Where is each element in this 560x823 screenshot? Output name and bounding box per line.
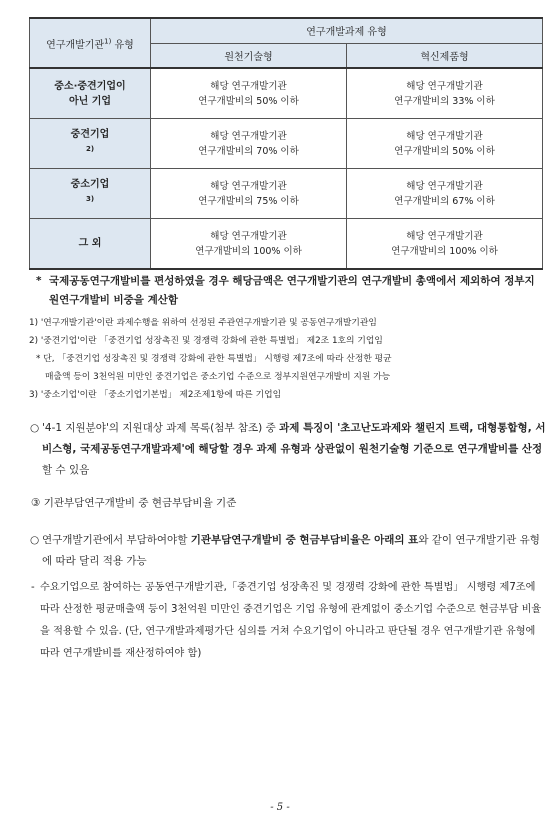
table-row <box>30 68 543 119</box>
paragraph-cash-ratio: ○ 연구개발기관에서 부담하여야할 기관부담연구개발비 중 현금부담비율은 아래의 표와 같이 연구개발기관 유형에 따라 달리 적용 가능 <box>42 530 548 572</box>
header-original-tech: 원천기술형 <box>151 43 347 68</box>
row-label: 중소기업 $^{3)}$ <box>30 169 151 219</box>
paragraph-demand-company: - 수요기업으로 참여하는 공동연구개발기관,「중견기업 성장촉진 및 경쟁력 강화에 관한 특별법」 시행령 제7조에 따라 산정한 평균매출액 등이 3천억원 미만인 중견기업은 기업 유형에 관계없이 중소기업 수준으로 현금부담 비율을 적용할 수 있음. (단, 연구개발과제평가단 심의를 거쳐 수요기업이 아니라고 판단될 경우 연구개발기관 유형에 따라 연구개발비를 재산정하여야 함) <box>40 577 546 665</box>
circle-bullet: ○ <box>30 422 40 434</box>
international-rd-note <box>36 272 544 310</box>
header-innovative-product: 혁신제품형 <box>347 43 543 68</box>
header-project-type: 연구개발과제 유형 <box>151 18 543 43</box>
section-heading-3: ③ 기관부담연구개발비 중 현금부담비율 기준 <box>31 497 237 509</box>
footnote-2: 2) '중견기업'이란 「중견기업 성장촉진 및 경쟁력 강화에 관한 특별법」 제2조 1호의 기업임 <box>29 336 383 346</box>
table-row <box>30 219 543 270</box>
paragraph-special-tasks: ○ '4-1 지원분야'의 지원대상 과제 목록(첨부 참조) 중 과제 특징이 '초고난도과제와 챌린지 트랙, 대형통합형, 서비스형, 국제공동연구개발과제'에 해당할 경우 과제 유형과 상관없이 원천기술형 기준으로 연구개발비를 산정할 수 있음 <box>42 418 548 481</box>
table-cell: 해당 연구개발기관 연구개발비의 70% 이하 <box>151 119 347 169</box>
table-cell: 해당 연구개발기관 연구개발비의 33% 이하 <box>347 68 543 119</box>
page-number: - 5 - <box>270 802 290 813</box>
dash-bullet: - <box>31 582 35 593</box>
footnote-3: 3) '중소기업'이란 「중소기업기본법」 제2조제1항에 따른 기업임 <box>29 390 282 400</box>
footnote-2-exception: * 단, 「중견기업 성장촉진 및 경쟁력 강화에 관한 특별법」 시행령 제7조에 따라 산정한 평균 매출액 등이 3천억원 미만인 중견기업은 중소기업 수준으로 정부지원연구개발비 지원 가능 <box>36 354 392 382</box>
circle-bullet: ○ <box>30 534 40 546</box>
header-institution-type: 연구개발기관$^{1)}$ 유형 <box>30 18 151 68</box>
row-label: 그 외 <box>30 219 151 270</box>
table-cell: 해당 연구개발기관 연구개발비의 100% 이하 <box>151 219 347 270</box>
table-cell: 해당 연구개발기관 연구개발비의 50% 이하 <box>347 119 543 169</box>
table-cell: 해당 연구개발기관 연구개발비의 75% 이하 <box>151 169 347 219</box>
note-text: 국제공동연구개발비를 편성하였을 경우 해당금액은 연구개발기관의 연구개발비 총액에서 제외하여 정부지원연구개발비 비중을 계산함 <box>49 275 535 306</box>
table-cell: 해당 연구개발기관 연구개발비의 100% 이하 <box>347 219 543 270</box>
row-label: 중견기업 $^{2)}$ <box>30 119 151 169</box>
row-label: 중소·중견기업이 아닌 기업 <box>30 68 151 119</box>
table-row <box>30 119 543 169</box>
table-row <box>30 169 543 219</box>
footnote-1: 1) '연구개발기관'이란 과제수행을 위하여 선정된 주관연구개발기관 및 공동연구개발기관임 <box>29 318 377 328</box>
note-asterisk: * <box>36 275 42 287</box>
table-cell: 해당 연구개발기관 연구개발비의 67% 이하 <box>347 169 543 219</box>
table-cell: 해당 연구개발기관 연구개발비의 50% 이하 <box>151 68 347 119</box>
funding-ratio-table <box>29 17 543 270</box>
